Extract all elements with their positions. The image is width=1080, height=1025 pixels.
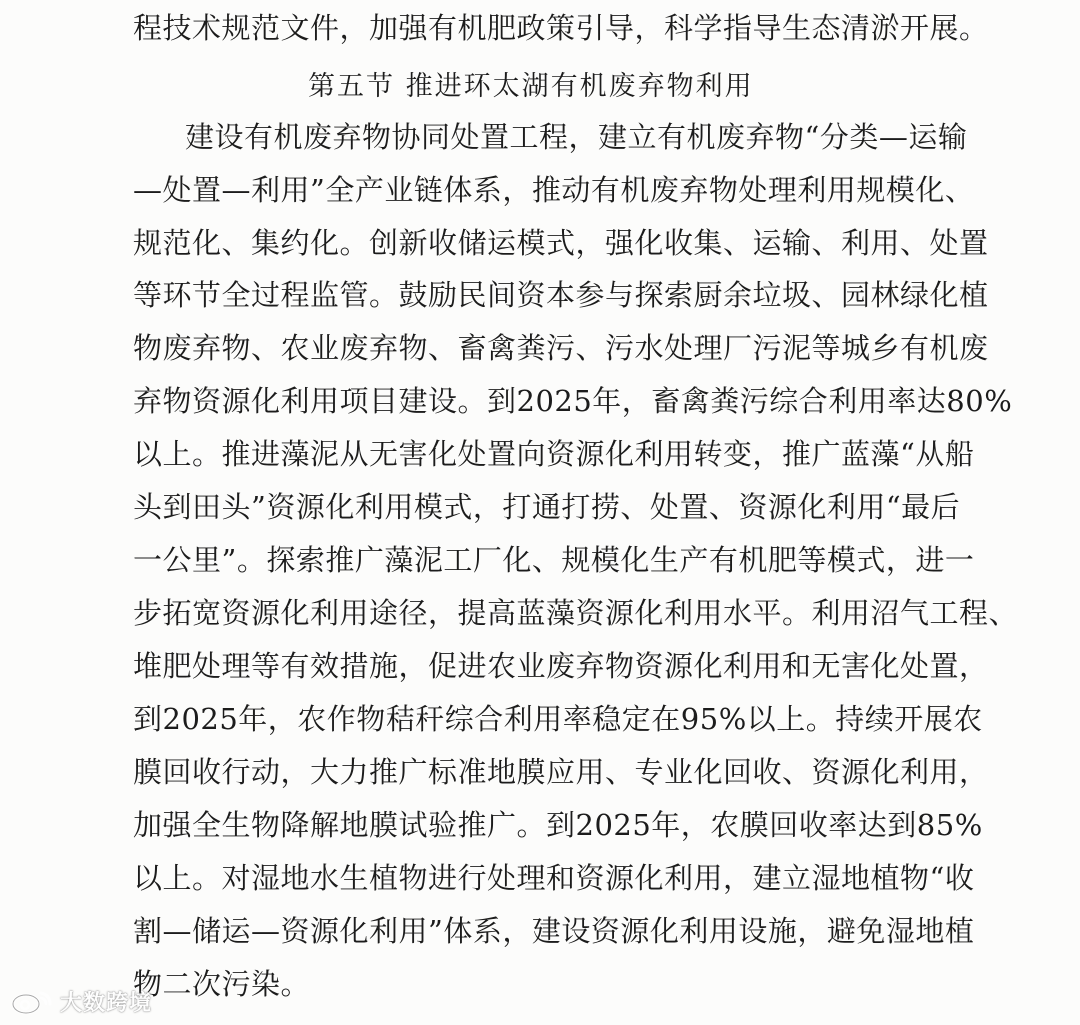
- paragraph-line: 膜回收行动，大力推广标准地膜应用、专业化回收、资源化利用，: [133, 755, 989, 789]
- paragraph-line: 割—储运—资源化利用”体系，建设资源化利用设施，避免湿地植: [133, 914, 975, 948]
- paragraph-line: 建设有机废弃物协同处置工程，建立有机废弃物“分类—运输: [185, 120, 968, 154]
- intro-tail-line: 程技术规范文件，加强有机肥政策引导，科学指导生态清淤开展。: [133, 11, 989, 45]
- weibo-like-logo-icon: [10, 989, 54, 1015]
- paragraph-line: 弃物资源化利用项目建设。到2025年，畜禽粪污综合利用率达80%: [133, 384, 1013, 418]
- paragraph-line: —处置—利用”全产业链体系，推动有机废弃物处理利用规模化、: [133, 173, 975, 207]
- paragraph-line: 堆肥处理等有效措施，促进农业废弃物资源化利用和无害化处置，: [133, 649, 989, 683]
- paragraph-line: 以上。对湿地水生植物进行处理和资源化利用，建立湿地植物“收: [133, 861, 975, 895]
- section-heading: 第五节 推进环太湖有机废弃物利用: [308, 71, 754, 102]
- paragraph-line: 加强全生物降解地膜试验推广。到2025年，农膜回收率达到85%: [133, 808, 983, 842]
- paragraph-line: 物二次污染。: [133, 967, 311, 1001]
- paragraph-line: 一公里”。探索推广藻泥工厂化、规模化生产有机肥等模式，进一: [133, 543, 975, 577]
- paragraph-line: 步拓宽资源化利用途径，提高蓝藻资源化利用水平。利用沼气工程、: [133, 596, 1019, 630]
- watermark: [10, 986, 152, 1017]
- paragraph-line: 物废弃物、农业废弃物、畜禽粪污、污水处理厂污泥等城乡有机废: [133, 331, 989, 365]
- watermark-text: 大数跨境: [60, 991, 153, 1016]
- paragraph-line: 以上。推进藻泥从无害化处置向资源化利用转变，推广蓝藻“从船: [133, 437, 975, 471]
- paragraph-line: 到2025年，农作物秸秆综合利用率稳定在95%以上。持续开展农: [133, 702, 983, 736]
- paragraph-line: 头到田头”资源化利用模式，打通打捞、处置、资源化利用“最后: [133, 490, 961, 524]
- paragraph-line: 规范化、集约化。创新收储运模式，强化收集、运输、利用、处置: [133, 226, 989, 260]
- paragraph-line: 等环节全过程监管。鼓励民间资本参与探索厨余垃圾、园林绿化植: [133, 278, 989, 312]
